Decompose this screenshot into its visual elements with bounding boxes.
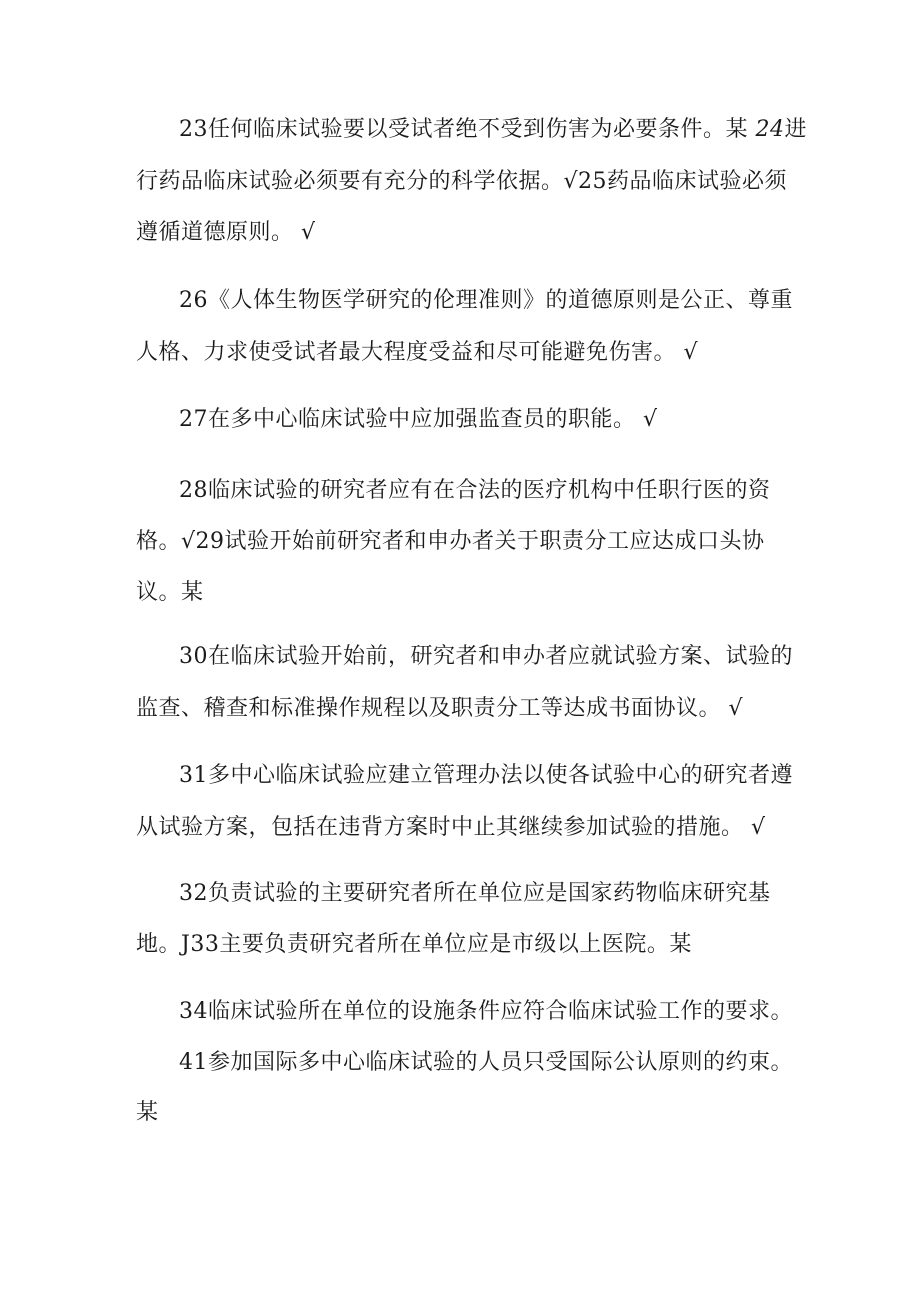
paragraph-line: 某 xyxy=(136,1100,159,1125)
paragraph-line: 格。√29试验开始前研究者和申办者关于职责分工应达成口头协 xyxy=(136,529,765,554)
paragraph-line: 28临床试验的研究者应有在合法的医疗机构中任职行医的资 xyxy=(179,478,771,503)
paragraph-23-25 xyxy=(136,116,808,247)
paragraph-28-29 xyxy=(136,477,786,607)
paragraph-34 xyxy=(136,998,793,1026)
paragraph-line: 41参加国际多中心临床试验的人员只受国际公认原则的约束。 xyxy=(179,1050,793,1075)
italic-number: 24 xyxy=(755,117,785,142)
paragraph-line: 监查、稽查和标准操作规程以及职责分工等达成书面协议。 √ xyxy=(136,696,744,721)
paragraph-41 xyxy=(136,1049,793,1127)
paragraph-line: 27在多中心临床试验中应加强监查员的职能。 √ xyxy=(179,407,658,432)
paragraph-line: 30在临床试验开始前，研究者和申办者应就试验方案、试验的 xyxy=(179,644,793,669)
text-run: 23任何临床试验要以受试者绝不受到伤害为必要条件。某 xyxy=(179,117,756,142)
paragraph-line: 31多中心临床试验应建立管理办法以使各试验中心的研究者遵 xyxy=(179,763,793,788)
text-run: 进 xyxy=(784,117,808,142)
paragraph-27 xyxy=(136,406,786,434)
paragraph-31 xyxy=(136,762,793,842)
paragraph-26 xyxy=(136,287,793,367)
paragraph-line: 人格、力求使受试者最大程度受益和尽可能避免伤害。 √ xyxy=(136,340,699,365)
paragraph-line: 32负责试验的主要研究者所在单位应是国家药物临床研究基 xyxy=(179,881,771,906)
paragraph-line: 从试验方案，包括在违背方案时中止其继续参加试验的措施。 √ xyxy=(136,815,766,840)
paragraph-line: 26《人体生物医学研究的伦理准则》的道德原则是公正、尊重 xyxy=(179,288,793,313)
paragraph-line: 议。某 xyxy=(136,580,204,605)
paragraph-line xyxy=(136,116,808,144)
paragraph-line: 地。J33主要负责研究者所在单位应是市级以上医院。某 xyxy=(136,932,692,957)
paragraph-32-33 xyxy=(136,880,786,959)
paragraph-30 xyxy=(136,643,793,723)
paragraph-line: 行药品临床试验必须要有充分的科学依据。√25药品临床试验必须 xyxy=(136,169,788,194)
paragraph-line: 34临床试验所在单位的设施条件应符合临床试验工作的要求。 xyxy=(179,999,793,1024)
paragraph-line: 遵循道德原则。 √ xyxy=(136,220,316,245)
